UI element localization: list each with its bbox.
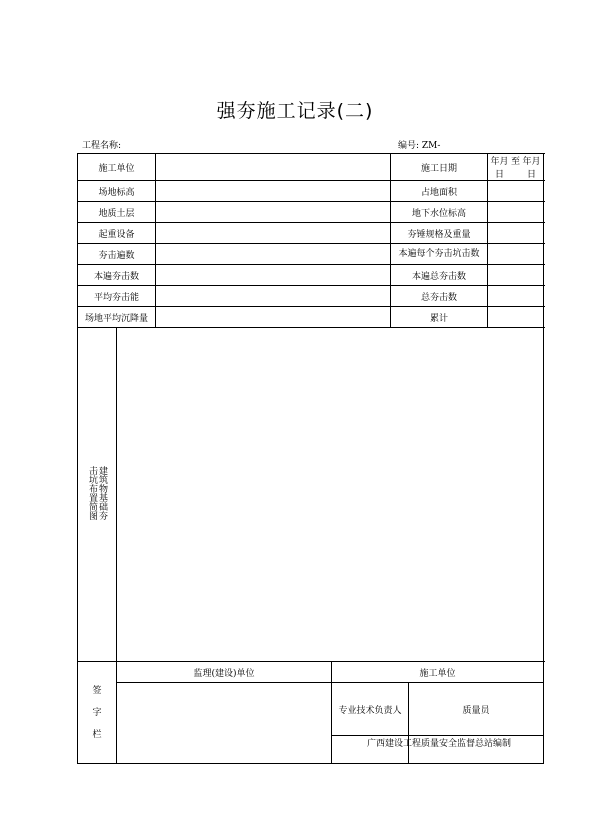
table-row [78, 265, 544, 286]
table-row [78, 244, 544, 265]
groundwater-label: 地下水位标高 [391, 202, 488, 223]
avg-energy-label: 平均夯击能 [78, 286, 156, 307]
table-row [78, 202, 544, 223]
site-elevation-value[interactable] [156, 181, 391, 202]
pass-blow-count-value[interactable] [156, 265, 391, 286]
pass-total-blows-label: 本遍总夯击数 [391, 265, 488, 286]
signature-header-row [78, 662, 544, 683]
avg-settlement-value[interactable] [156, 307, 391, 328]
date-to: 年月日 [522, 157, 541, 180]
drawing-label-cell [78, 328, 117, 662]
signature-label [78, 662, 117, 764]
project-name-label: 工程名称: [82, 141, 122, 151]
site-area-value[interactable] [488, 181, 544, 202]
drawing-row [78, 328, 544, 662]
hammer-spec-label: 夯锤规格及重量 [391, 223, 488, 244]
construction-unit-value[interactable] [156, 154, 391, 181]
geology-label: 地质土层 [78, 202, 156, 223]
hammer-spec-value[interactable] [488, 223, 544, 244]
pit-blows-label: 本遍每个夯击坑击数 [391, 244, 488, 265]
table-row [78, 307, 544, 328]
construction-unit-label: 施工单位 [78, 154, 156, 181]
total-blows-value[interactable] [488, 286, 544, 307]
page-title: 强夯施工记录(二) [216, 100, 374, 122]
table-row [78, 286, 544, 307]
cumulative-value[interactable] [488, 307, 544, 328]
date-from: 年月日 [490, 157, 509, 180]
signature-construction-unit-label: 施工单位 [332, 662, 544, 683]
signature-role-row [78, 683, 544, 736]
signature-label-char: 签 [92, 685, 102, 696]
drawing-area[interactable] [117, 328, 544, 662]
tamping-passes-label: 夯击遍数 [78, 244, 156, 265]
lifting-equipment-value[interactable] [156, 223, 391, 244]
pit-blows-value[interactable] [488, 244, 544, 265]
signature-label-char: 栏 [92, 729, 102, 740]
groundwater-value[interactable] [488, 202, 544, 223]
supervision-signature-field[interactable] [117, 683, 332, 764]
avg-energy-value[interactable] [156, 286, 391, 307]
cumulative-label: 累计 [391, 307, 488, 328]
site-area-label: 占地面积 [391, 181, 488, 202]
table-row [78, 154, 544, 181]
avg-settlement-label: 场地平均沉降量 [78, 307, 156, 328]
quality-officer-label: 质量员 [409, 683, 544, 736]
tamping-passes-value[interactable] [156, 244, 391, 265]
signature-label-char: 字 [92, 707, 102, 718]
supervision-unit-label: 监理(建设)单位 [117, 662, 332, 683]
pass-total-blows-value[interactable] [488, 265, 544, 286]
geology-value[interactable] [156, 202, 391, 223]
table-row [78, 181, 544, 202]
table-row [78, 223, 544, 244]
drawing-label: 建筑物基础夯击坑布置简图 [87, 466, 107, 520]
record-code-label: 编号: ZM- [398, 141, 441, 151]
lifting-equipment-label: 起重设备 [78, 223, 156, 244]
construction-date-value[interactable] [488, 154, 544, 181]
pass-blow-count-label: 本遍夯击数 [78, 265, 156, 286]
record-table [77, 153, 544, 764]
site-elevation-label: 场地标高 [78, 181, 156, 202]
date-to-word: 至 [511, 157, 521, 167]
tech-lead-label: 专业技术负责人 [332, 683, 409, 736]
footer-compiler: 广西建设工程质量安全监督总站编制 [367, 739, 512, 749]
total-blows-label: 总夯击数 [391, 286, 488, 307]
construction-date-label: 施工日期 [391, 154, 488, 181]
